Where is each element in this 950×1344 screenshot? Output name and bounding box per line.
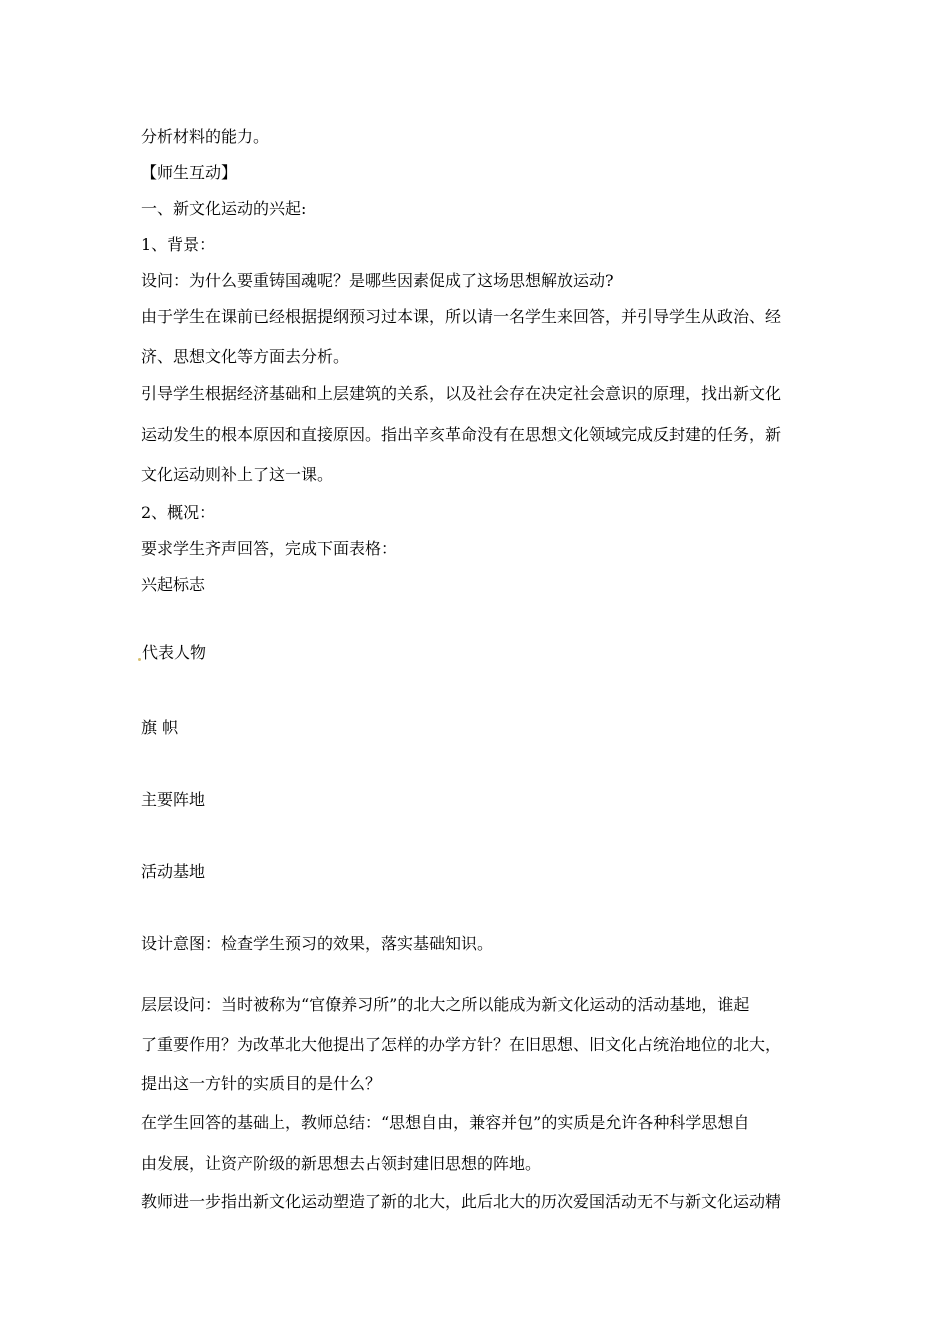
text-line: 分析材料的能力。 <box>141 127 270 146</box>
text-line: 运动发生的根本原因和直接原因。指出辛亥革命没有在思想文化领域完成反封建的任务，新 <box>141 425 782 444</box>
text-line: 在学生回答的基础上，教师总结：“思想自由，兼容并包”的实质是允许各种科学思想自 <box>141 1113 750 1132</box>
section-heading: 【师生互动】 <box>141 163 238 182</box>
text-line: 由发展，让资产阶级的新思想去占领封建旧思想的阵地。 <box>141 1154 542 1173</box>
text-line: 教师进一步指出新文化运动塑造了新的北大，此后北大的历次爱国活动无不与新文化运动精 <box>141 1192 782 1211</box>
subsection-heading: 2、概况： <box>141 503 216 522</box>
subsection-heading: 1、背景： <box>141 235 216 254</box>
text-line: 要求学生齐声回答，完成下面表格： <box>141 539 398 558</box>
table-row-label: 兴起标志 <box>141 575 206 594</box>
text-line: 提出这一方针的实质目的是什么？ <box>141 1074 382 1093</box>
mark-dot <box>138 658 141 661</box>
text-line: 引导学生根据经济基础和上层建筑的关系，以及社会存在决定社会意识的原理，找出新文化 <box>141 384 782 403</box>
text-line: 文化运动则补上了这一课。 <box>141 465 334 484</box>
table-row-label: 旗 帜 <box>141 718 179 737</box>
text-line: 由于学生在课前已经根据提纲预习过本课，所以请一名学生来回答，并引导学生从政治、经 <box>141 307 782 326</box>
text-line: 济、思想文化等方面去分析。 <box>141 347 350 366</box>
table-row-label <box>138 643 206 663</box>
section-heading: 一、新文化运动的兴起: <box>141 199 307 218</box>
text-line: 了重要作用？为改革北大他提出了怎样的办学方针？在旧思想、旧文化占统治地位的北大， <box>141 1035 782 1054</box>
table-row-label: 活动基地 <box>141 862 206 881</box>
table-row-label: 主要阵地 <box>141 790 206 809</box>
text-line: 设计意图：检查学生预习的效果，落实基础知识。 <box>141 934 494 953</box>
text-line: 层层设问：当时被称为“官僚养习所”的北大之所以能成为新文化运动的活动基地，谁起 <box>141 995 750 1014</box>
text-line: 设问：为什么要重铸国魂呢？是哪些因素促成了这场思想解放运动? <box>141 271 614 290</box>
table-row-label-text: 代表人物 <box>142 643 207 662</box>
